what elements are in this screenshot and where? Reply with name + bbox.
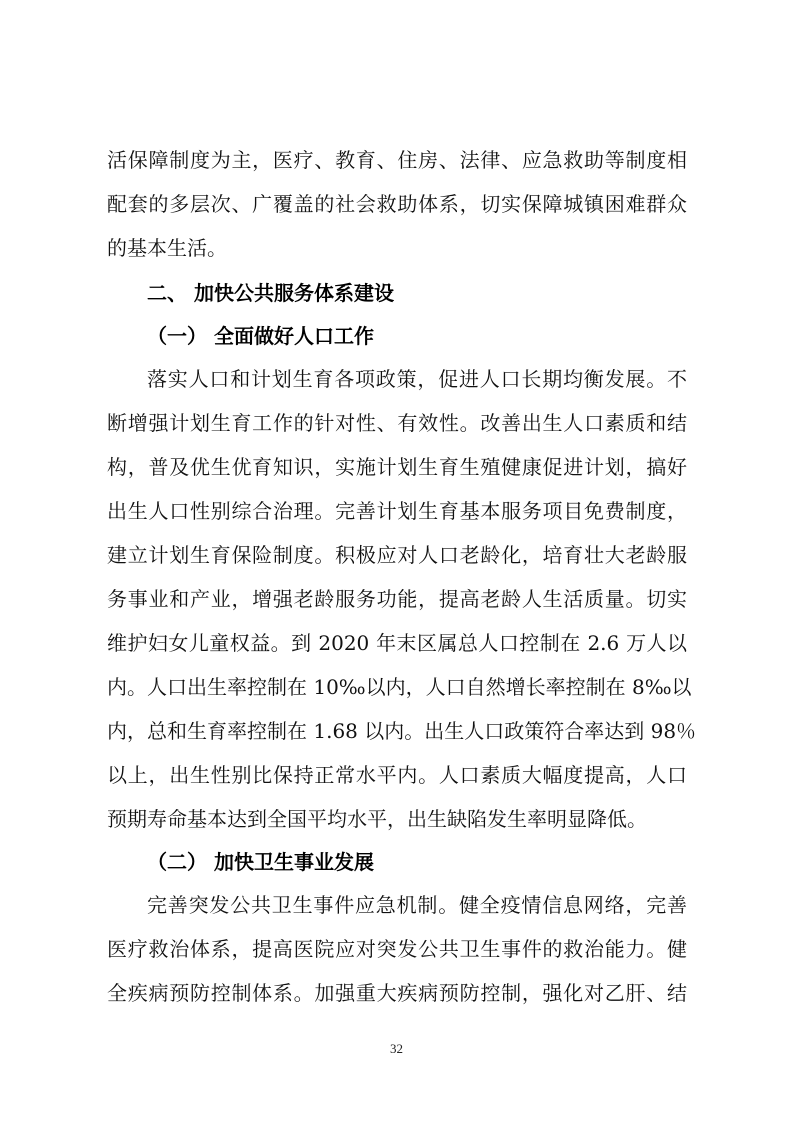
paragraph-line: 全疾病预防控制体系。加强重大疾病预防控制，强化对乙肝、结 [107,981,687,1005]
paragraph-line: 建立计划生育保险制度。积极应对人口老龄化，培育壮大老龄服 [107,543,687,567]
paragraph-line: 活保障制度为主，医疗、教育、住房、法律、应急救助等制度相 [107,148,687,172]
subsection-heading: （二） 加快卫生事业发展 [147,850,374,874]
page-number: 32 [390,1041,403,1056]
paragraph-line: 构，普及优生优育知识，实施计划生育生殖健康促进计划，搞好 [107,455,687,479]
paragraph-line: 断增强计划生育工作的针对性、有效性。改善出生人口素质和结 [107,411,687,435]
paragraph-line: 预期寿命基本达到全国平均水平，出生缺陷发生率明显降低。 [107,807,647,831]
paragraph-line: 落实人口和计划生育各项政策，促进人口长期均衡发展。不 [147,367,687,391]
paragraph-line: 以上，出生性别比保持正常水平内。人口素质大幅度提高，人口 [107,763,687,787]
paragraph-line: 完善突发公共卫生事件应急机制。健全疫情信息网络，完善 [147,893,687,917]
paragraph-line: 务事业和产业，增强老龄服务功能，提高老龄人生活质量。切实 [107,587,687,611]
paragraph-line: 的基本生活。 [107,236,227,260]
paragraph-line: 内，总和生育率控制在 1.68 以内。出生人口政策符合率达到 98％ [107,719,697,743]
paragraph-line: 配套的多层次、广覆盖的社会救助体系，切实保障城镇困难群众 [107,192,687,216]
paragraph-line: 医疗救治体系，提高医院应对突发公共卫生事件的救治能力。健 [107,937,687,961]
paragraph-line: 维护妇女儿童权益。到 2020 年末区属总人口控制在 2.6 万人以 [107,631,687,655]
paragraph-line: 出生人口性别综合治理。完善计划生育基本服务项目免费制度， [107,499,687,523]
subsection-heading: （一） 全面做好人口工作 [147,324,374,348]
paragraph-line: 内。人口出生率控制在 10‰以内，人口自然增长率控制在 8‰以 [107,675,692,699]
section-heading: 二、 加快公共服务体系建设 [147,281,394,305]
